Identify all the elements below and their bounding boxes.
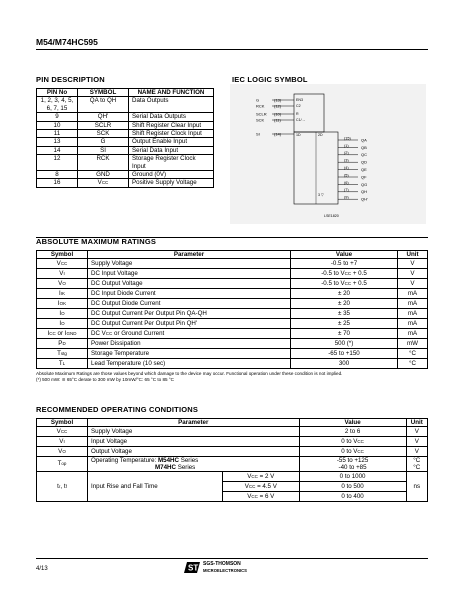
amr-symbol: VO: [37, 279, 88, 289]
pin-function: Serial Data Outputs: [129, 113, 214, 121]
amr-unit: V: [398, 269, 428, 279]
footer-rule: [36, 558, 428, 559]
iec-input-label: RCK: [256, 103, 265, 109]
iec-output-pin: (6): [344, 180, 349, 185]
amr-symbol: IOK: [37, 299, 88, 309]
rise-fall-value: 0 to 1000: [299, 472, 406, 482]
svg-text:ST: ST: [188, 563, 199, 573]
amr-symbol: VI: [37, 269, 88, 279]
amr-value: ± 20: [291, 299, 398, 309]
rise-fall-parameter: Input Rise and Fall Time: [88, 472, 223, 502]
iec-output-pin: (3): [344, 158, 349, 163]
pin-symbol: $\overline{G}$: [78, 138, 129, 146]
rise-fall-value: 0 to 400: [299, 492, 406, 502]
pin-function: Storage Register Clock Input: [129, 155, 214, 171]
temp-range-m54: -55 to +125: [336, 457, 369, 465]
roc-value: 0 to VCC: [299, 437, 406, 447]
roc-top-value: [299, 457, 406, 472]
table-row: [37, 339, 428, 349]
amr-value: -0.5 to +7: [291, 259, 398, 269]
rec-op-title: RECOMMENDED OPERATING CONDITIONS: [36, 405, 199, 414]
table-row: [37, 155, 214, 171]
roc-top-parameter: [88, 457, 300, 472]
roc-col-value: Value: [299, 419, 406, 427]
table-row: [37, 329, 428, 339]
roc-col-symbol: Symbol: [37, 419, 88, 427]
rise-fall-unit: ns: [406, 472, 427, 502]
pin-description-title: PIN DESCRIPTION: [36, 75, 105, 84]
iec-input-pin: (11): [274, 117, 281, 123]
roc-value: 2 to 6: [299, 427, 406, 437]
amr-parameter: Supply Voltage: [88, 259, 291, 269]
pin-symbol: SCLR: [78, 121, 129, 129]
iec-input-pin: (12): [274, 103, 282, 109]
rec-op-table: [36, 418, 428, 502]
iec-inner-label: EN3: [296, 98, 303, 102]
roc-unit: V: [406, 437, 427, 447]
brand-line-1: SGS-THOMSON: [203, 561, 241, 567]
col-pin-no: PIN No: [37, 89, 78, 97]
table-row: [37, 146, 214, 154]
table-row: [37, 138, 214, 146]
table-row: [37, 289, 428, 299]
operating-temp-label: Operating Temperature:: [91, 457, 157, 465]
amr-col-symbol: Symbol: [37, 251, 88, 259]
pin-function: Serial Data Input: [129, 146, 214, 154]
table-row: [37, 97, 214, 113]
iec-output-label: QD: [361, 159, 367, 165]
iec-input-label: SCK: [256, 117, 265, 123]
amr-col-parameter: Parameter: [88, 251, 291, 259]
table-row: [37, 359, 428, 369]
table-row: [37, 309, 428, 319]
amr-parameter: DC Input Diode Current: [88, 289, 291, 299]
series-suffix-1: Series: [180, 457, 199, 465]
iec-output-pin: (15): [344, 136, 351, 141]
amr-symbol: IO: [37, 309, 88, 319]
iec-logic-diagram: [230, 84, 426, 224]
roc-top-symbol: Top: [37, 457, 88, 472]
amr-symbol: TL: [37, 359, 88, 369]
pin-function: Positive Supply Voltage: [129, 179, 214, 187]
iec-output-label: QH': [361, 196, 368, 202]
col-symbol: SYMBOL: [78, 89, 129, 97]
iec-input-pin: (14): [274, 131, 282, 137]
abs-max-note-2: (*) 500 mW: ≅ 65°C derate to 300 mW by 10mW/°C: 65 °C to 85 °C: [36, 377, 174, 382]
amr-col-value: Value: [291, 251, 398, 259]
amr-parameter: DC Input Voltage: [88, 269, 291, 279]
iec-inner-label: 3 ▽: [318, 193, 324, 197]
amr-unit: mA: [398, 329, 428, 339]
amr-symbol: ICC or IGND: [37, 329, 88, 339]
pin-number: 12: [37, 155, 78, 171]
table-row: [37, 319, 428, 329]
rise-fall-symbol: tr, tf: [37, 472, 88, 502]
brand-line-2: MICROELECTRONICS: [203, 567, 247, 573]
amr-parameter: DC VCC or Ground Current: [88, 329, 291, 339]
roc-symbol: VO: [37, 447, 88, 457]
temp-unit-1: °C: [413, 457, 421, 465]
table-row: [37, 349, 428, 359]
col-name-function: NAME AND FUNCTION: [129, 89, 214, 97]
iec-output-label: QC: [361, 152, 367, 158]
roc-col-unit: Unit: [406, 419, 427, 427]
roc-symbol: VI: [37, 437, 88, 447]
series-m54hc: M54HC: [157, 457, 179, 465]
pin-number: 11: [37, 130, 78, 138]
amr-value: -65 to +150: [291, 349, 398, 359]
iec-output-pin: (4): [344, 166, 349, 170]
table-row: [37, 299, 428, 309]
iec-logic-symbol-figure: [230, 84, 426, 224]
amr-parameter: DC Output Current Per Output Pin QA-QH: [88, 309, 291, 319]
amr-value: -0.5 to VCC + 0.5: [291, 279, 398, 289]
amr-unit: mA: [398, 289, 428, 299]
pin-symbol: QH': [78, 113, 129, 121]
pin-description-table: [36, 88, 214, 188]
pin-function: Data Outputs: [129, 97, 214, 113]
iec-output-pin: (9): [344, 195, 349, 200]
amr-unit: mW: [398, 339, 428, 349]
abs-max-note: [36, 371, 431, 383]
pin-symbol: RCK: [78, 155, 129, 171]
table-row: [37, 472, 428, 482]
pin-symbol: QA to QH: [78, 97, 129, 113]
amr-value: ± 20: [291, 289, 398, 299]
amr-value: ± 70: [291, 329, 398, 339]
st-logo: [184, 562, 247, 573]
table-row: [37, 279, 428, 289]
table-row: [37, 457, 428, 472]
amr-value: 500 (*): [291, 339, 398, 349]
iec-output-label: QF: [361, 174, 367, 180]
pin-symbol: VCC: [78, 179, 129, 187]
iec-output-label: QA: [361, 137, 367, 143]
abs-max-table: [36, 250, 428, 369]
iec-inner-label: C1/→: [296, 118, 306, 122]
st-logo-icon: [184, 562, 200, 573]
amr-unit: mA: [398, 319, 428, 329]
document-header-title: M54/M74HC595: [36, 37, 98, 47]
pin-symbol: SI: [78, 146, 129, 154]
roc-parameter: Input Voltage: [88, 437, 300, 447]
pin-number: 13: [37, 138, 78, 146]
amr-unit: mA: [398, 309, 428, 319]
iec-input-label: G: [256, 97, 260, 103]
amr-unit: V: [398, 279, 428, 289]
roc-unit: V: [406, 427, 427, 437]
pin-number: 14: [37, 146, 78, 154]
amr-value: ± 35: [291, 309, 398, 319]
table-row: [37, 171, 214, 179]
iec-inner-label: R: [296, 112, 299, 116]
table-row: [37, 113, 214, 121]
amr-parameter: Lead Temperature (10 sec): [88, 359, 291, 369]
roc-top-unit: [406, 457, 427, 472]
pin-symbol: GND: [78, 171, 129, 179]
series-suffix-2: Series: [177, 464, 196, 472]
roc-symbol: VCC: [37, 427, 88, 437]
amr-unit: mA: [398, 299, 428, 309]
pin-number: 1, 2, 3, 4, 5, 6, 7, 15: [37, 97, 78, 113]
roc-value: 0 to VCC: [299, 447, 406, 457]
rise-fall-condition: VCC = 4.5 V: [223, 482, 300, 492]
temp-unit-2: °C: [413, 464, 421, 472]
pin-function: Ground (0V): [129, 171, 214, 179]
table-row: [37, 437, 428, 447]
roc-unit: V: [406, 447, 427, 457]
table-row: [37, 427, 428, 437]
iec-logic-symbol-title: IEC LOGIC SYMBOL: [232, 75, 308, 84]
pin-number: 8: [37, 171, 78, 179]
iec-output-pin: (1): [344, 143, 349, 148]
iec-input-label: SCLR: [256, 111, 267, 117]
iec-inner-label: 2D: [318, 133, 323, 137]
series-m74hc: M74HC: [155, 464, 176, 472]
pin-number: 10: [37, 121, 78, 129]
iec-output-pin: (7): [344, 188, 349, 193]
amr-symbol: VCC: [37, 259, 88, 269]
pin-function: Output Enable Input: [129, 138, 214, 146]
iec-output-label: QB: [361, 144, 367, 150]
iec-input-pin: (10): [274, 111, 282, 117]
pin-number: 16: [37, 179, 78, 187]
iec-output-label: QH: [361, 189, 367, 195]
amr-value: ± 25: [291, 319, 398, 329]
amr-col-unit: Unit: [398, 251, 428, 259]
iec-inner-label: C2: [296, 104, 301, 108]
amr-parameter: Power Dissipation: [88, 339, 291, 349]
amr-symbol: IO: [37, 319, 88, 329]
abs-max-note-1: Absolute Maximum Ratings are those values beyond which damage to the device may occur. Functional operation under these condition is not implied.: [36, 371, 343, 376]
amr-parameter: DC Output Diode Current: [88, 299, 291, 309]
amr-parameter: DC Output Current Per Output Pin QH': [88, 319, 291, 329]
roc-parameter: Supply Voltage: [88, 427, 300, 437]
amr-symbol: IIK: [37, 289, 88, 299]
rise-fall-condition: VCC = 6 V: [223, 492, 300, 502]
table-row: [37, 447, 428, 457]
iec-output-label: QE: [361, 167, 367, 172]
roc-col-parameter: Parameter: [88, 419, 300, 427]
abs-max-title: ABSOLUTE MAXIMUM RATINGS: [36, 237, 157, 246]
amr-value: -0.5 to VCC + 0.5: [291, 269, 398, 279]
pin-function: Shift Register Clear Input: [129, 121, 214, 129]
table-row: [37, 269, 428, 279]
amr-parameter: DC Output Voltage: [88, 279, 291, 289]
iec-inner-label: 1D: [296, 133, 301, 137]
pin-symbol: SCK: [78, 130, 129, 138]
rise-fall-condition: VCC = 2 V: [223, 472, 300, 482]
amr-unit: °C: [398, 359, 428, 369]
roc-parameter: Output Voltage: [88, 447, 300, 457]
iec-input-label: SI: [256, 131, 260, 137]
rise-fall-value: 0 to 500: [299, 482, 406, 492]
temp-range-m74: -40 to +85: [338, 464, 367, 472]
table-row: [37, 121, 214, 129]
iec-output-label: QG: [361, 181, 368, 187]
amr-symbol: Tstg: [37, 349, 88, 359]
figure-id: LSE1820: [324, 214, 339, 218]
amr-value: 300: [291, 359, 398, 369]
page-number: 4/13: [36, 566, 48, 572]
header-rule: [36, 49, 428, 50]
table-row: [37, 179, 214, 187]
amr-unit: V: [398, 259, 428, 269]
iec-output-pin: (2): [344, 151, 349, 156]
amr-parameter: Storage Temperature: [88, 349, 291, 359]
pin-function: Shift Register Clock Input: [129, 130, 214, 138]
iec-output-pin: (5): [344, 173, 349, 178]
amr-unit: °C: [398, 349, 428, 359]
table-row: [37, 130, 214, 138]
iec-input-pin: (13): [274, 97, 282, 103]
amr-symbol: PD: [37, 339, 88, 349]
pin-number: 9: [37, 113, 78, 121]
table-row: [37, 259, 428, 269]
